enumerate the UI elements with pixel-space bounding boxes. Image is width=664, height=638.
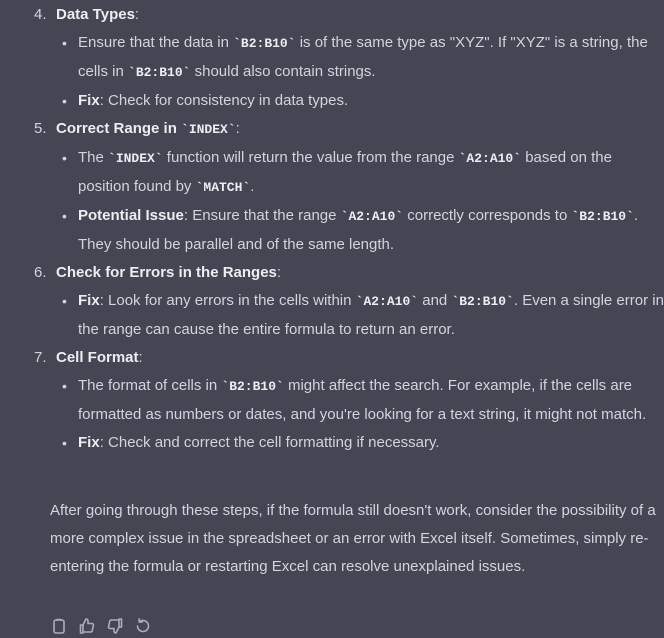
- sub-item-text: correctly corresponds to: [403, 207, 572, 224]
- step-title-colon: :: [235, 120, 240, 137]
- thumbs-down-icon[interactable]: [106, 617, 124, 635]
- step-title-colon: :: [276, 264, 282, 281]
- sub-item-text: . Even a single error in the range can cause the entire formula to return an error.: [78, 292, 664, 338]
- message-content: [0, 1, 664, 457]
- step-heading: [56, 1, 664, 29]
- inline-code: `MATCH`: [195, 180, 251, 195]
- inline-code: `B2:B10`: [233, 36, 296, 51]
- sub-item: [56, 429, 664, 457]
- step-heading: [56, 344, 664, 372]
- sub-item-text: might affect the search. For example, if the cells are formatted as numbers or dates, and you're looking for a text string, it might not match.: [78, 377, 647, 423]
- step-title-colon: :: [134, 6, 140, 23]
- step-title: Data Types: [56, 6, 135, 23]
- sub-item-text: : Check for consistency in data types.: [99, 92, 349, 109]
- sub-item-text: and: [418, 292, 452, 309]
- sub-item: [56, 287, 664, 344]
- sub-item: [56, 29, 664, 87]
- sub-item-text: is of the same type as "XYZ". If "XYZ" is a string, the cells in: [78, 34, 648, 80]
- inline-code: `A2:A10`: [355, 294, 419, 309]
- closing-paragraph: After going through these steps, if the formula still doesn't work, consider the possibility of a more complex issue in the spreadsheet or an error with Excel itself. Sometimes, simply re-entering the formula or restarting Excel can resolve unexplained issues.: [50, 502, 656, 575]
- inline-code: `B2:B10`: [128, 65, 191, 80]
- step-title: Correct Range in: [56, 120, 182, 137]
- bullet-marker: •: [62, 435, 67, 451]
- sub-item-label: Fix: [78, 292, 100, 309]
- sub-item-text: : Ensure that the range: [183, 207, 341, 224]
- step-number: 4.: [34, 6, 47, 23]
- sub-list: [56, 29, 664, 115]
- sub-item-text: The format of cells in: [78, 377, 222, 394]
- regenerate-icon[interactable]: [134, 617, 152, 635]
- inline-code: `A2:A10`: [340, 209, 404, 224]
- step-number: 6.: [34, 264, 47, 281]
- step-item: [0, 1, 664, 115]
- inline-code: `B2:B10`: [451, 294, 514, 309]
- step-item: [0, 259, 664, 344]
- copy-icon[interactable]: [50, 617, 68, 635]
- sub-item-text: The: [78, 149, 109, 166]
- bullet-marker: •: [62, 293, 67, 309]
- troubleshooting-steps: [0, 1, 664, 457]
- step-item: [0, 344, 664, 457]
- sub-item-text: should also contain strings.: [190, 63, 376, 80]
- step-number: 7.: [34, 349, 47, 366]
- sub-item-text: : Check and correct the cell formatting if necessary.: [99, 434, 440, 451]
- step-title: Check for Errors in the Ranges: [56, 264, 277, 281]
- step-item: [0, 115, 664, 259]
- step-heading: [56, 259, 664, 287]
- sub-item-label: Potential Issue: [78, 207, 184, 224]
- bullet-marker: •: [62, 208, 67, 224]
- thumbs-up-icon[interactable]: [78, 617, 96, 635]
- sub-item-label: Fix: [78, 92, 100, 109]
- sub-item: [56, 202, 664, 259]
- sub-item-text: . They should be parallel and of the same length.: [78, 207, 639, 253]
- step-heading: [56, 115, 664, 144]
- sub-list: [56, 287, 664, 344]
- sub-item: [56, 372, 664, 429]
- sub-list: [56, 372, 664, 457]
- sub-list: [56, 144, 664, 259]
- step-number: 5.: [34, 120, 47, 137]
- step-title-colon: :: [138, 349, 143, 366]
- sub-item-text: : Look for any errors in the cells within: [99, 292, 356, 309]
- inline-code: `INDEX`: [108, 151, 163, 166]
- bullet-marker: •: [62, 93, 67, 109]
- bullet-marker: •: [62, 150, 67, 166]
- inline-code: `B2:B10`: [571, 209, 634, 224]
- step-title: Cell Format: [56, 349, 139, 366]
- sub-item-text: based on the position found by: [78, 149, 612, 195]
- inline-code: `A2:A10`: [458, 151, 522, 166]
- sub-item: [56, 144, 664, 202]
- bullet-marker: •: [62, 378, 67, 394]
- sub-item-text: function will return the value from the range: [162, 149, 459, 166]
- step-title-code: `INDEX`: [181, 122, 236, 137]
- bullet-marker: •: [62, 35, 67, 51]
- sub-item: [56, 87, 664, 115]
- sub-item-label: Fix: [78, 434, 100, 451]
- sub-item-text: .: [250, 178, 255, 195]
- sub-item-text: Ensure that the data in: [78, 34, 234, 51]
- inline-code: `B2:B10`: [221, 379, 284, 394]
- message-actions: [50, 617, 152, 635]
